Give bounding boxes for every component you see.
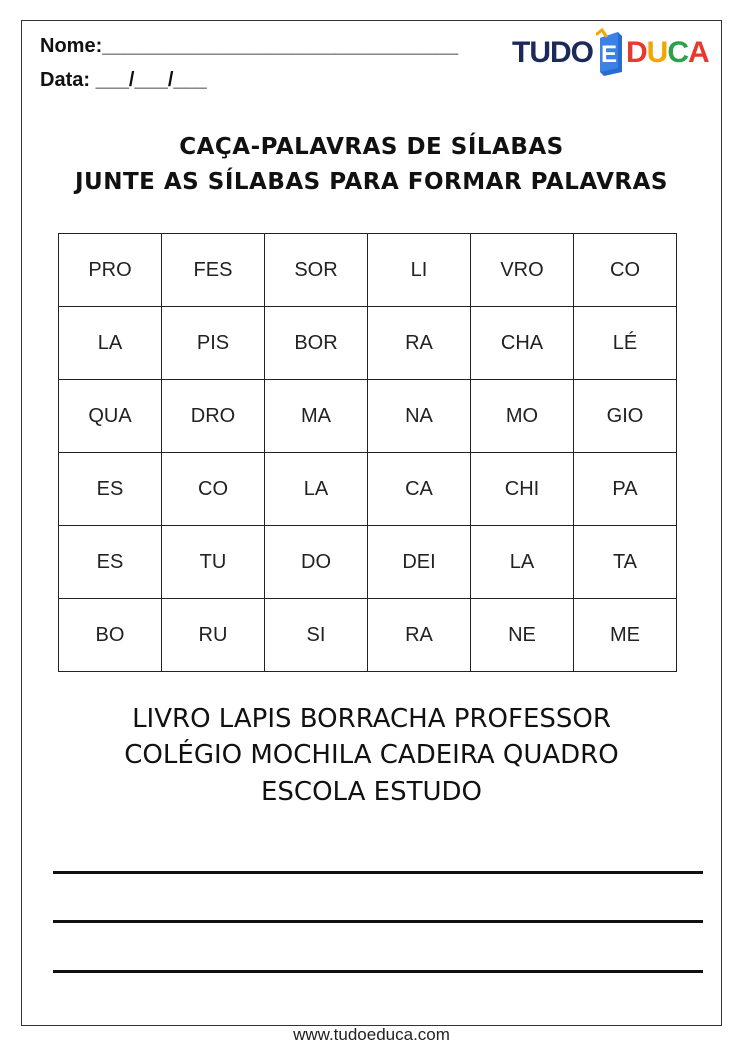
grid-row <box>59 599 677 672</box>
syllable-cell[interactable]: GIO <box>574 380 677 453</box>
syllable-cell[interactable]: LA <box>59 307 162 380</box>
syllable-cell[interactable]: LI <box>368 234 471 307</box>
syllable-cell[interactable]: DRO <box>162 380 265 453</box>
word-list-line-3: ESCOLA ESTUDO <box>260 777 482 807</box>
syllable-cell[interactable]: LA <box>471 526 574 599</box>
syllable-cell[interactable]: PRO <box>59 234 162 307</box>
syllable-cell[interactable]: MA <box>265 380 368 453</box>
syllable-cell[interactable]: RA <box>368 307 471 380</box>
logo-text-duca <box>626 36 709 70</box>
answer-line[interactable] <box>53 970 703 973</box>
syllable-cell[interactable]: SOR <box>265 234 368 307</box>
syllable-cell[interactable]: MO <box>471 380 574 453</box>
grid-row <box>59 234 677 307</box>
tudoeduca-logo <box>512 26 722 86</box>
syllable-cell[interactable]: ES <box>59 453 162 526</box>
word-list-line-1: LIVRO LAPIS BORRACHA PROFESSOR <box>132 704 611 734</box>
grid-row <box>59 526 677 599</box>
syllable-cell[interactable]: TU <box>162 526 265 599</box>
syllable-cell[interactable]: PA <box>574 453 677 526</box>
syllable-cell[interactable]: BOR <box>265 307 368 380</box>
name-field: Nome:________________________________ <box>40 35 459 57</box>
answer-line[interactable] <box>53 871 703 874</box>
syllable-cell[interactable]: NA <box>368 380 471 453</box>
logo-letter-u: U <box>646 36 668 69</box>
worksheet-title: CAÇA-PALAVRAS DE SÍLABAS <box>179 134 564 160</box>
logo-letter-d: D <box>626 36 647 69</box>
syllable-cell[interactable]: ME <box>574 599 677 672</box>
syllable-cell[interactable]: DEI <box>368 526 471 599</box>
grid-row <box>59 307 677 380</box>
syllable-cell[interactable]: CO <box>162 453 265 526</box>
syllable-cell[interactable]: VRO <box>471 234 574 307</box>
syllable-cell[interactable]: ES <box>59 526 162 599</box>
syllable-cell[interactable]: BO <box>59 599 162 672</box>
syllable-cell[interactable]: QUA <box>59 380 162 453</box>
syllable-cell[interactable]: PIS <box>162 307 265 380</box>
syllable-cell[interactable]: LA <box>265 453 368 526</box>
syllable-grid <box>58 233 677 672</box>
footer-url: www.tudoeduca.com <box>293 1025 450 1044</box>
syllable-cell[interactable]: CHA <box>471 307 574 380</box>
logo-letter-a: A <box>688 36 709 69</box>
syllable-cell[interactable]: CHI <box>471 453 574 526</box>
syllable-cell[interactable]: SI <box>265 599 368 672</box>
logo-text-tudo: TUDO <box>512 36 593 69</box>
grid-row <box>59 380 677 453</box>
word-list-line-2: COLÉGIO MOCHILA CADEIRA QUADRO <box>124 740 619 770</box>
logo-letter-e: E <box>600 41 618 68</box>
syllable-cell[interactable]: CO <box>574 234 677 307</box>
syllable-cell[interactable]: FES <box>162 234 265 307</box>
syllable-cell[interactable]: RA <box>368 599 471 672</box>
syllable-cell[interactable]: RU <box>162 599 265 672</box>
syllable-cell[interactable]: TA <box>574 526 677 599</box>
syllable-cell[interactable]: LÉ <box>574 307 677 380</box>
worksheet-instruction: JUNTE AS SÍLABAS PARA FORMAR PALAVRAS <box>74 169 668 195</box>
syllable-cell[interactable]: DO <box>265 526 368 599</box>
syllable-cell[interactable]: CA <box>368 453 471 526</box>
book-e-logo-icon <box>596 28 626 76</box>
logo-letter-c: C <box>667 36 689 69</box>
syllable-cell[interactable]: NE <box>471 599 574 672</box>
answer-line[interactable] <box>53 920 703 923</box>
grid-row <box>59 453 677 526</box>
date-field: Data: ___/___/___ <box>40 69 207 91</box>
